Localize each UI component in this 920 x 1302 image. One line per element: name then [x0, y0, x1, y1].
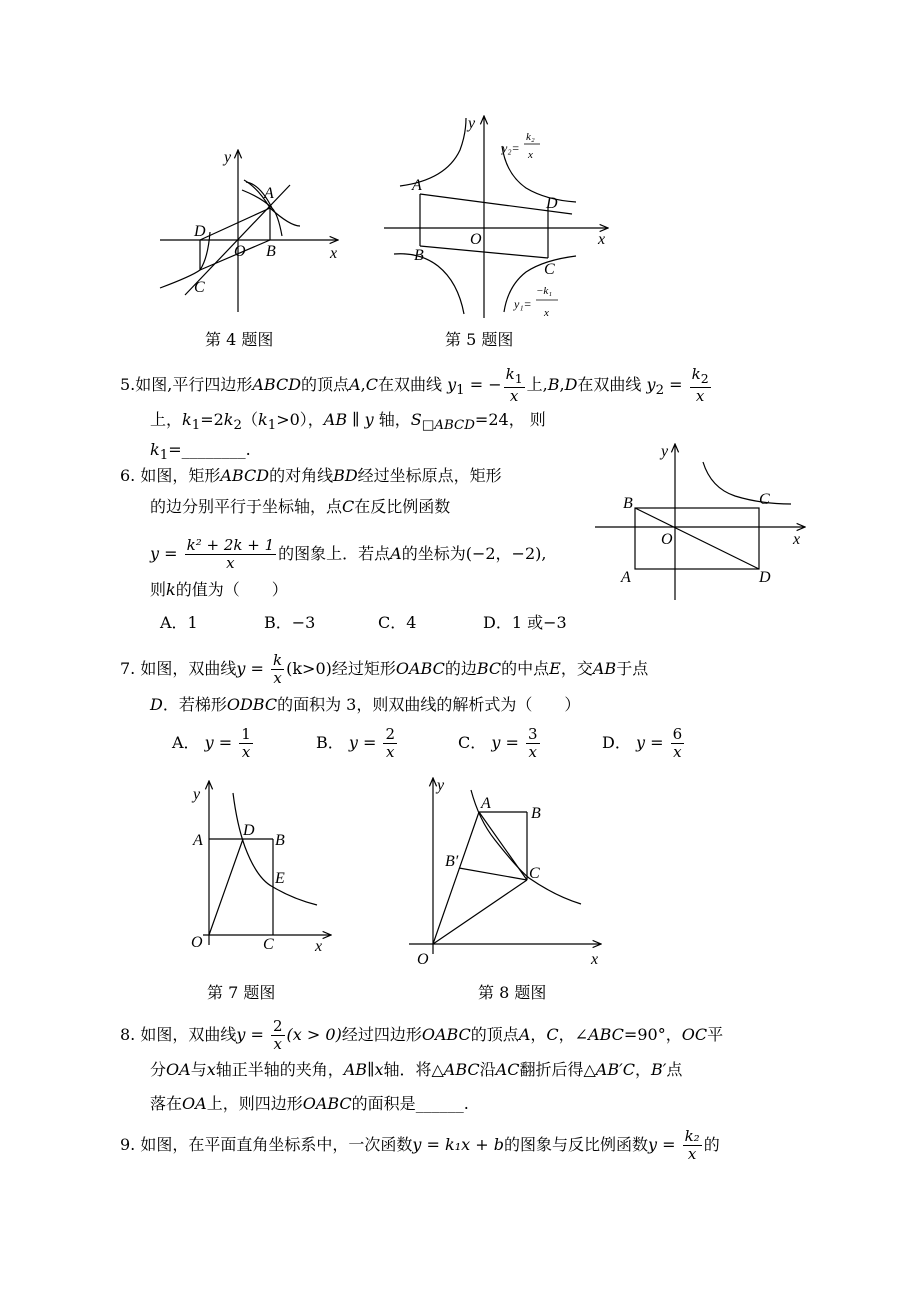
q5-line-2: 上，$k_1=2k_2(k_1>0)$，AB ∥ y 轴，$S_{□ABCD}=24$， 则: [150, 410, 546, 434]
label-y: y: [193, 786, 201, 803]
label-A: A: [412, 177, 422, 194]
q9-line-1: 9. 如图，在平面直角坐标系中，一次函数y = k₁x + b的图象与反比例函数y = $\frac{\text{k₂}}{x}$ 的: [120, 1127, 720, 1163]
figure-6: [595, 440, 810, 605]
hyperbola-branch-1: [242, 182, 282, 236]
q5-frac-k1: $\frac{k_1}{x}$: [505, 365, 523, 405]
segment-OC: [433, 880, 527, 944]
figure-8: [405, 768, 605, 973]
caption-figure-5: 第 5 题图: [445, 330, 514, 349]
label-y1-den: x: [544, 307, 549, 319]
q6-option-d[interactable]: D．1 或−3: [483, 613, 567, 632]
label-C: C: [759, 491, 770, 508]
label-B: B: [414, 247, 424, 264]
q6-option-b[interactable]: B．−3: [264, 613, 316, 632]
label-C: C: [263, 936, 274, 953]
label-D: D: [546, 195, 558, 212]
figure-5: [380, 110, 620, 325]
q6-line-3: y = $\frac{\text{k² + 2k + 1}}{x}$ 的图象上．若点A的坐标为(−2，−2),: [150, 536, 547, 572]
figure-7: [185, 775, 335, 955]
q9-frac: $\frac{\text{k₂}}{x}$: [684, 1127, 700, 1163]
label-O: O: [417, 951, 429, 968]
label-y: y: [437, 777, 445, 794]
label-y: y: [468, 115, 476, 132]
q7-option-c[interactable]: C． y = $\frac{3}{x}$: [458, 725, 538, 761]
label-A: A: [621, 569, 631, 586]
hyperbola-y2-left: [394, 254, 464, 314]
label-y2-den: x: [528, 149, 533, 161]
hyperbola-y1-left: [400, 118, 466, 186]
q6-option-a[interactable]: A．1: [160, 613, 198, 632]
caption-figure-8: 第 8 题图: [478, 983, 547, 1002]
label-D: D: [759, 569, 771, 586]
hyperbola: [233, 793, 317, 905]
label-A: A: [193, 832, 203, 849]
label-C: C: [529, 865, 540, 882]
q6-frac: $\frac{\text{k² + 2k + 1}}{x}$: [186, 536, 275, 572]
label-x: x: [598, 231, 606, 248]
q6-line-4: 则k的值为（ ）: [150, 580, 288, 599]
caption-figure-7: 第 7 题图: [207, 983, 276, 1002]
label-D: D: [243, 822, 255, 839]
label-D: D: [194, 223, 206, 240]
label-C: C: [194, 279, 205, 296]
q6-line-2: 的边分别平行于坐标轴，点C在反比例函数: [150, 497, 451, 516]
q7-option-d[interactable]: D． y = $\frac{6}{x}$: [602, 725, 683, 761]
q5-line-3: $k_1=\_\_\_\_\_\_\_\_$.: [150, 440, 251, 464]
segment-AC: [479, 812, 527, 880]
label-E: E: [275, 870, 285, 887]
label-y1-num: −k₁: [536, 285, 553, 297]
label-x: x: [315, 938, 323, 955]
label-C: C: [544, 261, 555, 278]
label-A: A: [264, 185, 274, 202]
label-y2-lhs: y₂=: [502, 141, 520, 155]
label-B: B: [266, 243, 276, 260]
q8-line-2: 分OA与x轴正半轴的夹角，AB∥x轴．将△ABC沿AC翻折后得△AB′C，B′点: [150, 1060, 683, 1079]
q7-option-b[interactable]: B． y = $\frac{2}{x}$: [316, 725, 396, 761]
label-y1-lhs: y₁=: [514, 297, 532, 311]
label-x: x: [793, 531, 801, 548]
q7-frac: $\frac{k}{x}$: [273, 651, 283, 687]
label-B: B: [531, 805, 541, 822]
q6-line-1: 6. 如图，矩形ABCD的对角线BD经过坐标原点，矩形: [120, 466, 502, 485]
figure-4: [150, 140, 350, 320]
label-O: O: [661, 531, 673, 548]
hyperbola: [703, 462, 791, 504]
label-O: O: [191, 934, 203, 951]
label-B: B: [275, 832, 285, 849]
diagonal-BD: [635, 508, 759, 569]
caption-figure-4: 第 4 题图: [205, 330, 274, 349]
q7-option-a[interactable]: A． y = $\frac{1}{x}$: [172, 725, 251, 761]
label-A: A: [481, 795, 491, 812]
label-y2-num: k₂: [526, 131, 535, 143]
label-O: O: [234, 243, 246, 260]
label-O: O: [470, 231, 482, 248]
label-B: B: [623, 495, 633, 512]
label-x: x: [591, 951, 599, 968]
segment-OA: [433, 812, 479, 944]
q5-frac-k2: $\frac{k_2}{x}$: [691, 365, 709, 405]
q7-line-1: 7. 如图，双曲线y = $\frac{k}{x}$ (k>0)经过矩形OABC的边BC的中点E，交AB于点: [120, 651, 649, 687]
label-y: y: [661, 443, 669, 460]
label-y: y: [224, 149, 232, 166]
q7-line-2: D．若梯形ODBC的面积为 3，则双曲线的解析式为（ ）: [150, 695, 581, 714]
q8-line-3: 落在OA上，则四边形OABC的面积是______.: [150, 1094, 469, 1113]
label-B-prime: B′: [445, 853, 459, 870]
q8-frac: $\frac{2}{x}$: [273, 1017, 283, 1053]
q8-line-1: 8. 如图，双曲线y = $\frac{2}{x}$ (x > 0)经过四边形OABC的顶点A，C，∠ABC=90°，OC平: [120, 1017, 724, 1053]
q6-option-c[interactable]: C．4: [378, 613, 417, 632]
label-x: x: [330, 245, 338, 262]
q5-line-1: 5.如图,平行四边形ABCD的顶点A,C在双曲线 $y_1$ = − $\frac{k_1}{x}$ 上,B,D在双曲线 $y_2$ = $\frac{k_2}{x}$: [120, 365, 709, 405]
